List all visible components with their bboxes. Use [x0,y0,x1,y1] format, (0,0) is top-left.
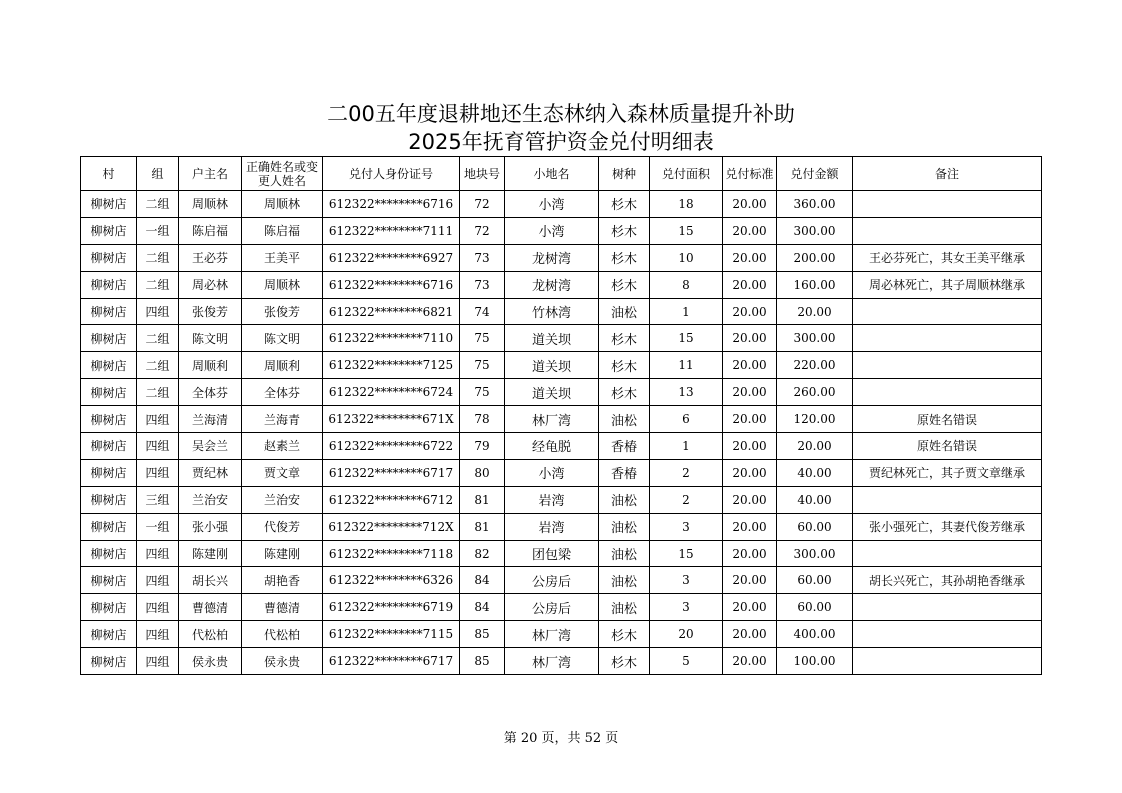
cell-tree-species: 油松 [599,540,650,567]
cell-tree-species: 杉木 [599,217,650,244]
cell-correct-name: 代松柏 [242,621,323,648]
cell-correct-name: 胡艳香 [242,567,323,594]
cell-plot-number: 79 [460,433,505,460]
cell-standard: 20.00 [723,540,777,567]
cell-place-name: 龙树湾 [505,271,599,298]
cell-household-name: 兰海清 [179,406,242,433]
cell-correct-name: 代俊芳 [242,513,323,540]
cell-area: 2 [650,486,723,513]
cell-amount: 300.00 [777,217,853,244]
cell-village: 柳树店 [81,486,137,513]
cell-remarks [853,648,1042,675]
cell-group: 二组 [137,191,179,218]
cell-plot-number: 81 [460,486,505,513]
cell-remarks: 原姓名错误 [853,406,1042,433]
cell-standard: 20.00 [723,406,777,433]
cell-tree-species: 香椿 [599,459,650,486]
header-village: 村 [81,157,137,191]
cell-id-number: 612322********7115 [323,621,460,648]
cell-household-name: 曹德清 [179,594,242,621]
cell-id-number: 612322********6717 [323,648,460,675]
table-row [81,648,1042,675]
cell-plot-number: 78 [460,406,505,433]
table-row [81,406,1042,433]
cell-remarks [853,379,1042,406]
cell-remarks: 胡长兴死亡，其孙胡艳香继承 [853,567,1042,594]
cell-plot-number: 82 [460,540,505,567]
cell-standard: 20.00 [723,379,777,406]
header-remarks: 备注 [853,157,1042,191]
cell-standard: 20.00 [723,486,777,513]
cell-tree-species: 杉木 [599,244,650,271]
cell-id-number: 612322********7111 [323,217,460,244]
cell-amount: 60.00 [777,567,853,594]
cell-place-name: 小湾 [505,217,599,244]
table-row [81,594,1042,621]
header-place-name: 小地名 [505,157,599,191]
cell-remarks [853,486,1042,513]
cell-group: 四组 [137,621,179,648]
cell-remarks [853,540,1042,567]
cell-id-number: 612322********6716 [323,271,460,298]
cell-area: 8 [650,271,723,298]
cell-tree-species: 香椿 [599,433,650,460]
cell-group: 四组 [137,459,179,486]
cell-group: 二组 [137,352,179,379]
table-row [81,217,1042,244]
cell-plot-number: 72 [460,217,505,244]
table-row [81,621,1042,648]
cell-village: 柳树店 [81,594,137,621]
cell-correct-name: 周顺利 [242,352,323,379]
cell-group: 一组 [137,217,179,244]
cell-id-number: 612322********6927 [323,244,460,271]
cell-correct-name: 陈启福 [242,217,323,244]
cell-place-name: 林厂湾 [505,648,599,675]
cell-standard: 20.00 [723,217,777,244]
cell-group: 三组 [137,486,179,513]
cell-group: 二组 [137,325,179,352]
cell-place-name: 林厂湾 [505,621,599,648]
cell-tree-species: 杉木 [599,379,650,406]
cell-place-name: 道关坝 [505,379,599,406]
page-footer: 第 20 页，共 52 页 [503,731,619,746]
cell-remarks: 周必林死亡，其子周顺林继承 [853,271,1042,298]
cell-household-name: 侯永贵 [179,648,242,675]
table-row [81,191,1042,218]
cell-place-name: 道关坝 [505,352,599,379]
payment-detail-table [80,156,1042,675]
table-row [81,352,1042,379]
cell-amount: 120.00 [777,406,853,433]
cell-correct-name: 贾文章 [242,459,323,486]
cell-place-name: 道关坝 [505,325,599,352]
cell-household-name: 兰治安 [179,486,242,513]
cell-plot-number: 81 [460,513,505,540]
cell-plot-number: 85 [460,648,505,675]
cell-tree-species: 杉木 [599,325,650,352]
header-standard: 兑付标准 [723,157,777,191]
cell-group: 四组 [137,298,179,325]
cell-household-name: 代松柏 [179,621,242,648]
cell-household-name: 贾纪林 [179,459,242,486]
table-row [81,271,1042,298]
cell-area: 1 [650,433,723,460]
cell-plot-number: 84 [460,594,505,621]
cell-amount: 160.00 [777,271,853,298]
cell-tree-species: 杉木 [599,648,650,675]
cell-place-name: 团包梁 [505,540,599,567]
cell-area: 1 [650,298,723,325]
cell-standard: 20.00 [723,594,777,621]
cell-correct-name: 张俊芳 [242,298,323,325]
table-row [81,325,1042,352]
cell-standard: 20.00 [723,648,777,675]
cell-amount: 40.00 [777,459,853,486]
cell-id-number: 612322********6724 [323,379,460,406]
cell-standard: 20.00 [723,244,777,271]
cell-plot-number: 74 [460,298,505,325]
cell-correct-name: 周顺林 [242,271,323,298]
cell-group: 四组 [137,433,179,460]
cell-correct-name: 侯永贵 [242,648,323,675]
cell-place-name: 小湾 [505,191,599,218]
cell-place-name: 岩湾 [505,513,599,540]
cell-remarks [853,325,1042,352]
cell-standard: 20.00 [723,513,777,540]
table-row [81,433,1042,460]
cell-household-name: 张小强 [179,513,242,540]
cell-remarks [853,191,1042,218]
cell-correct-name: 周顺林 [242,191,323,218]
cell-amount: 300.00 [777,325,853,352]
cell-amount: 200.00 [777,244,853,271]
cell-standard: 20.00 [723,567,777,594]
cell-village: 柳树店 [81,648,137,675]
cell-area: 3 [650,567,723,594]
cell-tree-species: 油松 [599,513,650,540]
cell-place-name: 龙树湾 [505,244,599,271]
cell-amount: 40.00 [777,486,853,513]
cell-correct-name: 兰治安 [242,486,323,513]
cell-amount: 60.00 [777,513,853,540]
cell-household-name: 王必芬 [179,244,242,271]
cell-remarks [853,352,1042,379]
cell-area: 5 [650,648,723,675]
cell-plot-number: 80 [460,459,505,486]
cell-correct-name: 陈文明 [242,325,323,352]
cell-group: 四组 [137,594,179,621]
table-row [81,298,1042,325]
cell-correct-name: 曹德清 [242,594,323,621]
document-title-line-1: 二00五年度退耕地还生态林纳入森林质量提升补助 [327,102,795,126]
cell-tree-species: 杉木 [599,621,650,648]
header-plot-number: 地块号 [460,157,505,191]
cell-area: 18 [650,191,723,218]
cell-plot-number: 72 [460,191,505,218]
cell-correct-name: 赵素兰 [242,433,323,460]
cell-id-number: 612322********671X [323,406,460,433]
table-row [81,513,1042,540]
cell-standard: 20.00 [723,352,777,379]
cell-group: 四组 [137,406,179,433]
cell-amount: 100.00 [777,648,853,675]
cell-correct-name: 兰海青 [242,406,323,433]
cell-amount: 260.00 [777,379,853,406]
cell-area: 15 [650,540,723,567]
document-title-line-2: 2025年抚育管护资金兑付明细表 [408,130,714,154]
header-amount: 兑付金额 [777,157,853,191]
cell-place-name: 岩湾 [505,486,599,513]
cell-remarks: 张小强死亡，其妻代俊芳继承 [853,513,1042,540]
cell-village: 柳树店 [81,298,137,325]
cell-amount: 300.00 [777,540,853,567]
table-row [81,244,1042,271]
cell-household-name: 吴会兰 [179,433,242,460]
cell-village: 柳树店 [81,513,137,540]
cell-standard: 20.00 [723,271,777,298]
cell-remarks: 王必芬死亡，其女王美平继承 [853,244,1042,271]
cell-amount: 20.00 [777,433,853,460]
cell-remarks: 原姓名错误 [853,433,1042,460]
cell-household-name: 张俊芳 [179,298,242,325]
cell-id-number: 612322********6821 [323,298,460,325]
cell-id-number: 612322********6712 [323,486,460,513]
cell-plot-number: 73 [460,244,505,271]
cell-standard: 20.00 [723,191,777,218]
cell-place-name: 公房后 [505,594,599,621]
cell-household-name: 陈启福 [179,217,242,244]
cell-standard: 20.00 [723,298,777,325]
cell-remarks [853,217,1042,244]
cell-remarks [853,621,1042,648]
cell-area: 11 [650,352,723,379]
header-area: 兑付面积 [650,157,723,191]
cell-village: 柳树店 [81,352,137,379]
cell-place-name: 公房后 [505,567,599,594]
cell-village: 柳树店 [81,325,137,352]
cell-group: 四组 [137,567,179,594]
cell-plot-number: 84 [460,567,505,594]
cell-id-number: 612322********7110 [323,325,460,352]
cell-area: 15 [650,325,723,352]
table-row [81,540,1042,567]
table-row [81,379,1042,406]
cell-area: 10 [650,244,723,271]
cell-group: 一组 [137,513,179,540]
cell-tree-species: 油松 [599,486,650,513]
cell-village: 柳树店 [81,621,137,648]
cell-id-number: 612322********6716 [323,191,460,218]
cell-amount: 20.00 [777,298,853,325]
cell-group: 四组 [137,648,179,675]
header-id-number: 兑付人身份证号 [323,157,460,191]
cell-id-number: 612322********6722 [323,433,460,460]
cell-id-number: 612322********7118 [323,540,460,567]
cell-area: 3 [650,594,723,621]
header-group: 组 [137,157,179,191]
cell-group: 四组 [137,540,179,567]
cell-correct-name: 王美平 [242,244,323,271]
cell-tree-species: 油松 [599,567,650,594]
cell-village: 柳树店 [81,379,137,406]
cell-area: 2 [650,459,723,486]
cell-amount: 220.00 [777,352,853,379]
header-tree-species: 树种 [599,157,650,191]
cell-household-name: 陈建刚 [179,540,242,567]
cell-household-name: 全体芬 [179,379,242,406]
cell-tree-species: 杉木 [599,352,650,379]
cell-village: 柳树店 [81,244,137,271]
cell-group: 二组 [137,244,179,271]
cell-id-number: 612322********7125 [323,352,460,379]
cell-tree-species: 油松 [599,406,650,433]
table-row [81,567,1042,594]
cell-standard: 20.00 [723,325,777,352]
cell-village: 柳树店 [81,433,137,460]
cell-village: 柳树店 [81,217,137,244]
cell-village: 柳树店 [81,191,137,218]
cell-village: 柳树店 [81,567,137,594]
cell-area: 13 [650,379,723,406]
cell-tree-species: 杉木 [599,271,650,298]
table-row [81,459,1042,486]
cell-tree-species: 杉木 [599,191,650,218]
header-household-name: 户主名 [179,157,242,191]
cell-id-number: 612322********712X [323,513,460,540]
cell-group: 二组 [137,379,179,406]
table-header-row [81,157,1042,191]
cell-village: 柳树店 [81,459,137,486]
cell-tree-species: 油松 [599,594,650,621]
cell-correct-name: 全体芬 [242,379,323,406]
cell-place-name: 竹林湾 [505,298,599,325]
cell-household-name: 胡长兴 [179,567,242,594]
cell-plot-number: 75 [460,379,505,406]
cell-plot-number: 73 [460,271,505,298]
cell-area: 20 [650,621,723,648]
cell-id-number: 612322********6717 [323,459,460,486]
cell-area: 15 [650,217,723,244]
cell-area: 6 [650,406,723,433]
header-correct-name: 正确姓名或变更人姓名 [242,157,323,191]
cell-plot-number: 75 [460,325,505,352]
cell-plot-number: 85 [460,621,505,648]
cell-amount: 360.00 [777,191,853,218]
cell-village: 柳树店 [81,540,137,567]
cell-place-name: 经龟脱 [505,433,599,460]
cell-remarks [853,594,1042,621]
cell-remarks [853,298,1042,325]
cell-amount: 60.00 [777,594,853,621]
cell-standard: 20.00 [723,621,777,648]
cell-id-number: 612322********6719 [323,594,460,621]
cell-group: 二组 [137,271,179,298]
cell-place-name: 林厂湾 [505,406,599,433]
cell-area: 3 [650,513,723,540]
cell-household-name: 周必林 [179,271,242,298]
cell-correct-name: 陈建刚 [242,540,323,567]
cell-household-name: 周顺利 [179,352,242,379]
cell-village: 柳树店 [81,406,137,433]
cell-standard: 20.00 [723,459,777,486]
cell-household-name: 周顺林 [179,191,242,218]
table-row [81,486,1042,513]
cell-village: 柳树店 [81,271,137,298]
cell-tree-species: 油松 [599,298,650,325]
cell-amount: 400.00 [777,621,853,648]
cell-standard: 20.00 [723,433,777,460]
cell-id-number: 612322********6326 [323,567,460,594]
cell-household-name: 陈文明 [179,325,242,352]
cell-place-name: 小湾 [505,459,599,486]
cell-plot-number: 75 [460,352,505,379]
cell-remarks: 贾纪林死亡，其子贾文章继承 [853,459,1042,486]
